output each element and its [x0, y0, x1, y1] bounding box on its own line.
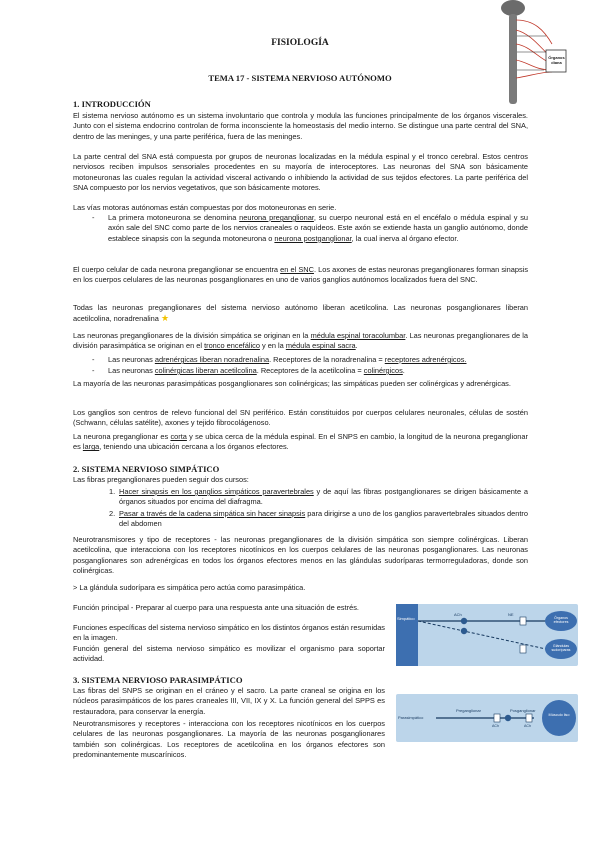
- parasympathetic-pathway-figure: [396, 694, 578, 742]
- simpatico-paragraph-5: Funciones específicas del sistema nervioso simpático en los distintos órganos están resumidas en la imagen.: [73, 623, 385, 643]
- simpatico-paragraph-3: > La glándula sudorípara es simpática pero actúa como parasimpática.: [73, 583, 306, 592]
- term-adrenergicas: adrenérgicas liberan noradrenalina: [154, 355, 270, 364]
- text: . Receptores de la acetilcolina =: [256, 366, 364, 375]
- text: Las neuronas preganglionares de la división simpática se originan en la: [73, 331, 311, 340]
- intro-paragraph-2: La parte central del SNA está compuesta por grupos de neuronas localizadas en la médula espinal y el tronco cerebral. Estos centros nerviosos reciben impulsos sensoriales procedentes en su mayoría de interoceptores. Las neuronas del SNA son básicamente motoneuronas las cuales regulan la actividad visceral activando o inhibiendo la actividad de sus tejidos efectores. La parte periférica del SNA compuesto por los nervios vegetativos, que son básicamente motores.: [73, 152, 528, 193]
- simpatico-paragraph-6: Función general del sistema nervioso simpático es movilizar el organismo para soportar actividad.: [73, 644, 385, 664]
- simpatico-paragraph-1: Las fibras preganglionares pueden seguir dos cursos:: [73, 475, 249, 484]
- parasimpatico-paragraph-1: Las fibras del SNPS se originan en el cráneo y el sacro. La parte craneal se origina en los núcleos parasimpáticos de los pares craneales III, VII, IX y X. La función general del SPPS es restauradora, para conservar la energía.: [73, 686, 385, 716]
- list-number-1: 1.: [109, 487, 116, 496]
- term-receptores-colinergicos: colinérgicos: [363, 366, 403, 375]
- bullet-text: La primera motoneurona se denomina: [108, 213, 240, 222]
- section-heading-intro: 1. INTRODUCCIÓN: [73, 99, 151, 109]
- text: Todas las neuronas preganglionares del sistema nervioso autónomo liberan acetilcolina. Las neuronas posganglionares liberan acetilcolina, noradrenalina: [73, 303, 528, 324]
- document-title: FISIOLOGÍA: [271, 38, 329, 48]
- section-heading-parasimpatico: 3. SISTEMA NERVIOSO PARASIMPÁTICO: [73, 675, 243, 685]
- parasympathetic-label: Parasimpático: [398, 715, 424, 720]
- intro-paragraph-5: [73, 303, 528, 325]
- intro-paragraph-6: [73, 331, 528, 352]
- term-tronco: tronco encefálico: [204, 341, 260, 351]
- intro-paragraph-1: El sistema nervioso autónomo es un sistema involuntario que controla y modula las funciones principalmente de los órganos viscerales. Junto con el sistema endocrino controlan de forma inconsciente la homeostasis del medio interno. Se distingue una parte central del SNA, dentro de las meninges, y una parte periférica, fuera de las meninges.: [73, 111, 528, 141]
- parasimpatico-paragraph-2: Neurotransmisores y receptores - interacciona con los receptores nicotínicos en los cuerpos celulares de las neuronas posganglionares. La mayoría de las neuronas posganglionares también son colinérgicas. Los receptores de acetilcolina en los órganos efectores son predominantemente muscarínicos.: [73, 719, 385, 760]
- text: La neurona preganglionar es: [73, 432, 171, 441]
- text: . Los axones de estas neuronas preganglionares forman sinapsis en los cuerpos celulares de las neuronas posganglionares en uno de varios ganglios autónomos localizados fuera del SNC.: [73, 265, 529, 285]
- text: Las neuronas: [108, 366, 155, 375]
- nervous-system-illustration: [494, 0, 568, 110]
- posganglionar-label: Posganglionar: [510, 708, 536, 713]
- bullet-text: , su cuerpo neuronal está en el encéfalo o médula espinal y su axón sale del SNC como parte de los nervios craneales o raquídeos. Este axón se extiende hasta un ganglio autónomo, donde establece sinapsis con la segunda motoneurona o: [108, 213, 529, 243]
- term-sacra: médula espinal sacra: [285, 341, 356, 351]
- text: y en la: [259, 341, 286, 351]
- bullet-dash: -: [92, 366, 95, 375]
- logo-label: Órganos diana: [548, 55, 565, 65]
- intro-paragraph-3: Las vías motoras autónomas están compuestas por dos motoneuronas en serie.: [73, 203, 337, 212]
- term-paravertebrales: Hacer sinapsis en los ganglios simpáticos paravertebrales: [119, 487, 314, 496]
- neurotransmitter-label-1: ACh: [454, 612, 462, 617]
- term-larga: larga: [82, 442, 100, 452]
- bullet-motoneurona: [108, 213, 528, 244]
- sympathetic-pathway-figure: [396, 604, 578, 666]
- text: , teniendo una ubicación cercana a los órganos efectores.: [99, 442, 289, 452]
- text: . Las neuronas preganglionares de la división parasimpática se originan en el: [73, 331, 528, 351]
- bullet-text: , la cual inerva al órgano efector.: [351, 233, 459, 243]
- text: Las neuronas: [108, 355, 155, 364]
- sympathetic-label: Simpático: [397, 616, 415, 621]
- bullet-dash: -: [92, 213, 95, 222]
- bullet-colinergicas: [108, 366, 528, 376]
- section-heading-simpatico: 2. SISTEMA NERVIOSO SIMPÁTICO: [73, 464, 220, 474]
- text: .: [355, 341, 358, 351]
- smooth-muscle-label: Músculo liso: [548, 713, 570, 717]
- neurotransmitter-label-1: ACh: [492, 724, 499, 728]
- term-colinergicas: colinérgicas liberan acetilcolina: [154, 366, 257, 375]
- bullet-dash: -: [92, 355, 95, 364]
- list-number-2: 2.: [109, 509, 116, 518]
- neurotransmitter-label-2: ACh: [524, 724, 531, 728]
- intro-paragraph-8: Los ganglios son centros de relevo funcional del SN periférico. Están constituidos por cuerpos celulares neuronales, células de sostén (Schwann, células satélite), axones y tejido fibrocolágenoso.: [73, 408, 528, 428]
- simpatico-paragraph-4: Función principal - Preparar al cuerpo para una respuesta ante una situación de estrés.: [73, 603, 359, 612]
- sweat-glands-label: Glándulas sudoríparas: [551, 644, 571, 652]
- intro-paragraph-7: La mayoría de las neuronas parasimpáticas posganglionares son colinérgicas; las simpáticas pueden ser colinérgicas y adrenérgicas.: [73, 379, 511, 388]
- term-preganglionar: neurona preganglionar: [239, 213, 314, 222]
- star-icon: ★: [160, 313, 170, 324]
- term-receptores-adrenergicos: receptores adrenérgicos.: [384, 355, 467, 364]
- term-toracolumbar: médula espinal toracolumbar: [310, 331, 406, 340]
- neurotransmitter-label-2: NE: [508, 612, 514, 617]
- term-cadena-simpatica: Pasar a través de la cadena simpática sin hacer sinapsis: [119, 509, 306, 518]
- term-snc: en el SNC: [280, 265, 314, 274]
- text: .: [402, 366, 405, 375]
- term-corta: corta: [170, 432, 187, 441]
- term-postganglionar: neurona postganglionar: [274, 233, 352, 243]
- text: para dirigirse a uno de los ganglios paravertebrales situados dentro del abdomen: [119, 509, 528, 529]
- bullet-adrenergicas: [108, 355, 528, 365]
- text: El cuerpo celular de cada neurona preganglionar se encuentra: [73, 265, 281, 274]
- intro-paragraph-4: [73, 265, 528, 286]
- preganglionar-label: Preganglionar: [456, 708, 481, 713]
- effector-organs-label: Órganos efectores: [553, 616, 569, 624]
- list-item-2: [119, 509, 528, 530]
- list-item-1: [119, 487, 528, 508]
- text: . Receptores de la noradrenalina =: [269, 355, 385, 364]
- simpatico-paragraph-2: Neurotransmisores y tipo de receptores - las neuronas preganglionares de la división simpática son siempre colinérgicas. Liberan acetilcolina, que interacciona con los receptores nicotínicos en los cuerpos celulares de las neuronas posganglionares. Las neuronas posganglionares son adrenérgicas en todos los órganos efectores menos en las glándulas sudoríparas termorreguladoras, donde son colinérgicas.: [73, 535, 528, 576]
- text: y de aquí las fibras postganglionares se dirigen básicamente a órganos situados por encima del diafragma.: [119, 487, 528, 507]
- document-subtitle: TEMA 17 - SISTEMA NERVIOSO AUTÓNOMO: [208, 73, 392, 83]
- intro-paragraph-9: [73, 432, 528, 453]
- text: y se ubica cerca de la médula espinal. En el SNPS en cambio, la longitud de la neurona preganglionar es: [73, 432, 528, 452]
- sympathetic-pathway-diagram: [396, 604, 578, 666]
